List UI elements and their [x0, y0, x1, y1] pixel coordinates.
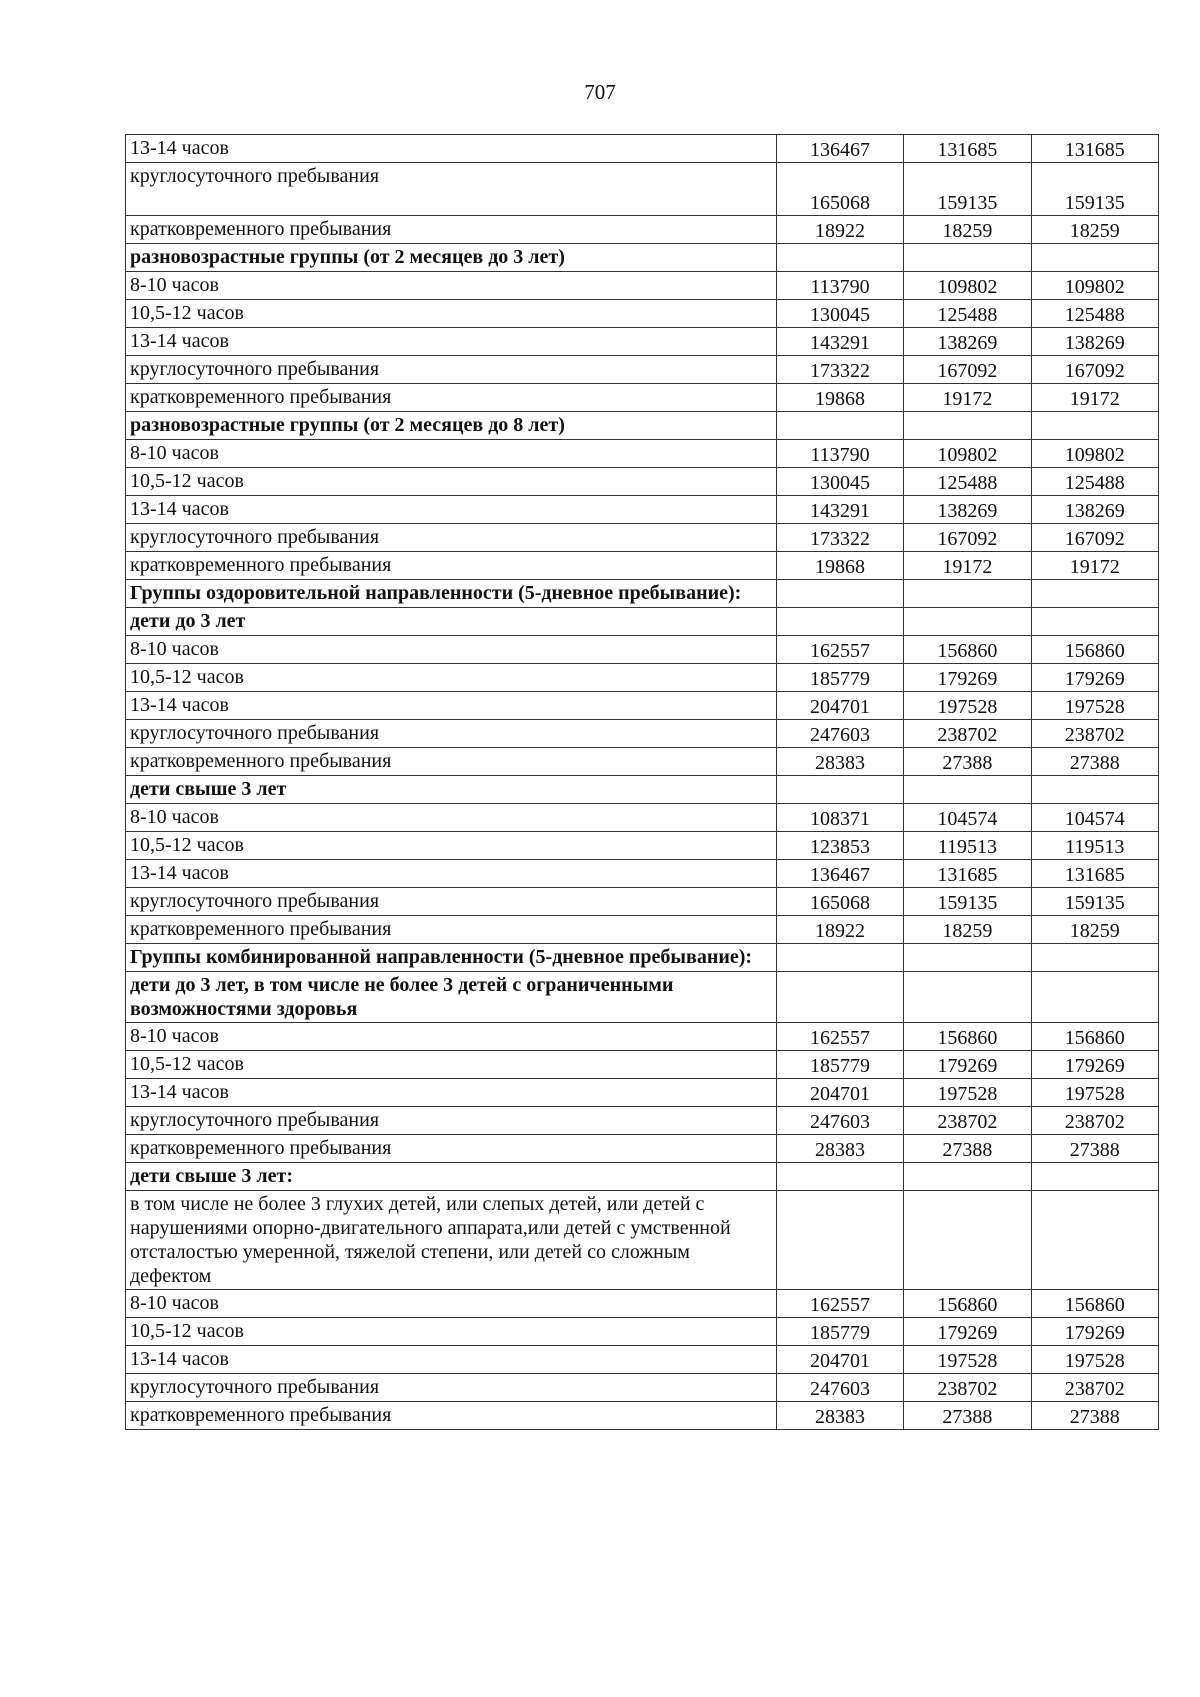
row-label: 8-10 часов — [126, 1023, 777, 1051]
value-cell-1: 113790 — [776, 272, 903, 300]
value-cell-1: 247603 — [776, 1107, 903, 1135]
value-cell-2 — [904, 776, 1031, 804]
row-label: Группы комбинированной направленности (5-дневное пребывание): — [126, 944, 777, 972]
value-cell-1: 173322 — [776, 524, 903, 552]
value-cell-2: 27388 — [904, 1402, 1031, 1430]
table-row — [126, 608, 1159, 636]
value-cell-1: 204701 — [776, 1079, 903, 1107]
row-label: 10,5-12 часов — [126, 664, 777, 692]
value-cell-1 — [776, 1191, 903, 1290]
value-cell-3: 131685 — [1031, 860, 1158, 888]
row-label: дети до 3 лет — [126, 608, 777, 636]
table-row — [126, 1374, 1159, 1402]
value-cell-3: 197528 — [1031, 1346, 1158, 1374]
value-cell-1: 136467 — [776, 860, 903, 888]
value-cell-1: 28383 — [776, 1402, 903, 1430]
value-cell-2: 109802 — [904, 272, 1031, 300]
value-cell-3 — [1031, 580, 1158, 608]
value-cell-2: 179269 — [904, 664, 1031, 692]
table-row — [126, 860, 1159, 888]
table-row — [126, 1107, 1159, 1135]
table-row — [126, 356, 1159, 384]
value-cell-3: 109802 — [1031, 272, 1158, 300]
row-label: в том числе не более 3 глухих детей, или слепых детей, или детей с нарушениями опорно-двигательного аппарата,или детей с умственной отсталостью умеренной, тяжелой степени, или детей со сложным дефектом — [126, 1191, 777, 1290]
value-cell-2: 109802 — [904, 440, 1031, 468]
value-cell-1: 143291 — [776, 328, 903, 356]
row-label: 10,5-12 часов — [126, 1318, 777, 1346]
value-cell-2 — [904, 1191, 1031, 1290]
table-row — [126, 524, 1159, 552]
row-label: 13-14 часов — [126, 135, 777, 163]
row-label: круглосуточного пребывания — [126, 163, 777, 216]
value-cell-2: 156860 — [904, 1290, 1031, 1318]
row-label: 13-14 часов — [126, 692, 777, 720]
value-cell-1: 19868 — [776, 384, 903, 412]
value-cell-3: 27388 — [1031, 748, 1158, 776]
row-label: 8-10 часов — [126, 804, 777, 832]
value-cell-2: 19172 — [904, 552, 1031, 580]
value-cell-2: 197528 — [904, 692, 1031, 720]
table-row — [126, 888, 1159, 916]
value-cell-1: 108371 — [776, 804, 903, 832]
value-cell-3: 19172 — [1031, 384, 1158, 412]
table-row — [126, 496, 1159, 524]
value-cell-2: 197528 — [904, 1346, 1031, 1374]
table-row — [126, 832, 1159, 860]
row-label: круглосуточного пребывания — [126, 1374, 777, 1402]
row-label: разновозрастные группы (от 2 месяцев до 8 лет) — [126, 412, 777, 440]
row-label: круглосуточного пребывания — [126, 1107, 777, 1135]
value-cell-1: 28383 — [776, 748, 903, 776]
row-label: круглосуточного пребывания — [126, 356, 777, 384]
value-cell-1: 165068 — [776, 163, 903, 216]
row-label: 10,5-12 часов — [126, 300, 777, 328]
row-label: 13-14 часов — [126, 1079, 777, 1107]
value-cell-2 — [904, 944, 1031, 972]
value-cell-2: 179269 — [904, 1318, 1031, 1346]
row-label: 8-10 часов — [126, 272, 777, 300]
value-cell-1 — [776, 776, 903, 804]
value-cell-3: 167092 — [1031, 524, 1158, 552]
row-label: круглосуточного пребывания — [126, 524, 777, 552]
value-cell-3: 109802 — [1031, 440, 1158, 468]
row-label: круглосуточного пребывания — [126, 888, 777, 916]
value-cell-3: 19172 — [1031, 552, 1158, 580]
tariff-table-body — [126, 135, 1159, 1430]
value-cell-3: 138269 — [1031, 328, 1158, 356]
row-label: кратковременного пребывания — [126, 748, 777, 776]
table-row — [126, 1346, 1159, 1374]
value-cell-2: 104574 — [904, 804, 1031, 832]
value-cell-3 — [1031, 608, 1158, 636]
value-cell-3 — [1031, 244, 1158, 272]
table-row — [126, 636, 1159, 664]
value-cell-1: 185779 — [776, 1051, 903, 1079]
value-cell-3: 167092 — [1031, 356, 1158, 384]
value-cell-2: 159135 — [904, 163, 1031, 216]
value-cell-3: 131685 — [1031, 135, 1158, 163]
value-cell-2: 197528 — [904, 1079, 1031, 1107]
value-cell-2: 125488 — [904, 300, 1031, 328]
value-cell-1: 113790 — [776, 440, 903, 468]
row-label: кратковременного пребывания — [126, 216, 777, 244]
row-label: разновозрастные группы (от 2 месяцев до 3 лет) — [126, 244, 777, 272]
value-cell-1 — [776, 244, 903, 272]
table-row — [126, 412, 1159, 440]
value-cell-2: 27388 — [904, 1135, 1031, 1163]
value-cell-3: 18259 — [1031, 216, 1158, 244]
table-row — [126, 776, 1159, 804]
value-cell-3: 179269 — [1031, 664, 1158, 692]
value-cell-1: 185779 — [776, 664, 903, 692]
value-cell-2: 125488 — [904, 468, 1031, 496]
value-cell-1 — [776, 412, 903, 440]
value-cell-1 — [776, 972, 903, 1023]
table-row — [126, 944, 1159, 972]
value-cell-1 — [776, 944, 903, 972]
table-row — [126, 384, 1159, 412]
value-cell-3 — [1031, 1191, 1158, 1290]
value-cell-3: 125488 — [1031, 300, 1158, 328]
value-cell-3: 197528 — [1031, 1079, 1158, 1107]
value-cell-1 — [776, 608, 903, 636]
table-row — [126, 1318, 1159, 1346]
row-label: кратковременного пребывания — [126, 384, 777, 412]
value-cell-1: 123853 — [776, 832, 903, 860]
value-cell-2: 167092 — [904, 356, 1031, 384]
value-cell-2 — [904, 244, 1031, 272]
tariff-table — [125, 134, 1159, 1430]
table-row — [126, 272, 1159, 300]
row-label: 8-10 часов — [126, 440, 777, 468]
table-row — [126, 1191, 1159, 1290]
table-row — [126, 1079, 1159, 1107]
table-row — [126, 748, 1159, 776]
value-cell-2: 159135 — [904, 888, 1031, 916]
value-cell-3 — [1031, 412, 1158, 440]
table-row — [126, 328, 1159, 356]
table-row — [126, 552, 1159, 580]
value-cell-1: 18922 — [776, 916, 903, 944]
table-row — [126, 720, 1159, 748]
value-cell-3: 238702 — [1031, 720, 1158, 748]
table-row — [126, 300, 1159, 328]
value-cell-2: 138269 — [904, 496, 1031, 524]
value-cell-2: 167092 — [904, 524, 1031, 552]
value-cell-2: 238702 — [904, 720, 1031, 748]
table-row — [126, 1023, 1159, 1051]
row-label: дети свыше 3 лет: — [126, 1163, 777, 1191]
value-cell-2 — [904, 580, 1031, 608]
row-label: круглосуточного пребывания — [126, 720, 777, 748]
value-cell-2 — [904, 972, 1031, 1023]
value-cell-2: 238702 — [904, 1107, 1031, 1135]
row-label: 13-14 часов — [126, 1346, 777, 1374]
table-row — [126, 1051, 1159, 1079]
row-label: кратковременного пребывания — [126, 552, 777, 580]
value-cell-1: 28383 — [776, 1135, 903, 1163]
value-cell-3: 179269 — [1031, 1318, 1158, 1346]
value-cell-3: 159135 — [1031, 163, 1158, 216]
value-cell-1: 18922 — [776, 216, 903, 244]
value-cell-2 — [904, 1163, 1031, 1191]
value-cell-1: 185779 — [776, 1318, 903, 1346]
value-cell-1: 162557 — [776, 1023, 903, 1051]
value-cell-1: 130045 — [776, 300, 903, 328]
value-cell-1: 136467 — [776, 135, 903, 163]
value-cell-3: 119513 — [1031, 832, 1158, 860]
value-cell-3: 179269 — [1031, 1051, 1158, 1079]
value-cell-1: 162557 — [776, 636, 903, 664]
table-row — [126, 972, 1159, 1023]
row-label: кратковременного пребывания — [126, 1135, 777, 1163]
table-row — [126, 580, 1159, 608]
table-row — [126, 804, 1159, 832]
table-row — [126, 135, 1159, 163]
value-cell-2: 238702 — [904, 1374, 1031, 1402]
value-cell-3: 27388 — [1031, 1135, 1158, 1163]
value-cell-3: 138269 — [1031, 496, 1158, 524]
row-label: 10,5-12 часов — [126, 1051, 777, 1079]
value-cell-3: 27388 — [1031, 1402, 1158, 1430]
value-cell-2: 131685 — [904, 860, 1031, 888]
row-label: 10,5-12 часов — [126, 468, 777, 496]
row-label: 8-10 часов — [126, 636, 777, 664]
value-cell-2: 19172 — [904, 384, 1031, 412]
table-row — [126, 216, 1159, 244]
value-cell-1: 165068 — [776, 888, 903, 916]
table-row — [126, 440, 1159, 468]
row-label: 8-10 часов — [126, 1290, 777, 1318]
value-cell-3: 159135 — [1031, 888, 1158, 916]
table-row — [126, 1290, 1159, 1318]
row-label: дети до 3 лет, в том числе не более 3 детей с ограниченными возможностями здоровья — [126, 972, 777, 1023]
value-cell-3: 197528 — [1031, 692, 1158, 720]
table-row — [126, 1402, 1159, 1430]
row-label: 13-14 часов — [126, 496, 777, 524]
value-cell-2 — [904, 608, 1031, 636]
row-label: Группы оздоровительной направленности (5-дневное пребывание): — [126, 580, 777, 608]
value-cell-3: 156860 — [1031, 1290, 1158, 1318]
value-cell-1 — [776, 1163, 903, 1191]
value-cell-1: 204701 — [776, 692, 903, 720]
value-cell-3: 104574 — [1031, 804, 1158, 832]
row-label: 13-14 часов — [126, 328, 777, 356]
value-cell-2: 119513 — [904, 832, 1031, 860]
value-cell-3 — [1031, 776, 1158, 804]
value-cell-2: 27388 — [904, 748, 1031, 776]
value-cell-1: 247603 — [776, 720, 903, 748]
value-cell-3: 156860 — [1031, 1023, 1158, 1051]
row-label: дети свыше 3 лет — [126, 776, 777, 804]
row-label: 10,5-12 часов — [126, 832, 777, 860]
value-cell-2: 179269 — [904, 1051, 1031, 1079]
table-row — [126, 1163, 1159, 1191]
value-cell-3: 156860 — [1031, 636, 1158, 664]
value-cell-1: 19868 — [776, 552, 903, 580]
row-label: 13-14 часов — [126, 860, 777, 888]
value-cell-2: 18259 — [904, 916, 1031, 944]
value-cell-2: 156860 — [904, 636, 1031, 664]
value-cell-3: 238702 — [1031, 1374, 1158, 1402]
value-cell-2: 138269 — [904, 328, 1031, 356]
value-cell-3 — [1031, 1163, 1158, 1191]
table-row — [126, 244, 1159, 272]
table-row — [126, 664, 1159, 692]
value-cell-1: 247603 — [776, 1374, 903, 1402]
row-label: кратковременного пребывания — [126, 1402, 777, 1430]
value-cell-2 — [904, 412, 1031, 440]
table-row — [126, 1135, 1159, 1163]
table-row — [126, 916, 1159, 944]
value-cell-1: 130045 — [776, 468, 903, 496]
value-cell-1: 173322 — [776, 356, 903, 384]
value-cell-2: 156860 — [904, 1023, 1031, 1051]
table-row — [126, 692, 1159, 720]
row-label: кратковременного пребывания — [126, 916, 777, 944]
value-cell-1 — [776, 580, 903, 608]
value-cell-1: 162557 — [776, 1290, 903, 1318]
value-cell-3: 18259 — [1031, 916, 1158, 944]
value-cell-2: 18259 — [904, 216, 1031, 244]
value-cell-1: 204701 — [776, 1346, 903, 1374]
table-row — [126, 163, 1159, 216]
value-cell-3: 238702 — [1031, 1107, 1158, 1135]
value-cell-3: 125488 — [1031, 468, 1158, 496]
value-cell-1: 143291 — [776, 496, 903, 524]
table-row — [126, 468, 1159, 496]
value-cell-3 — [1031, 944, 1158, 972]
value-cell-2: 131685 — [904, 135, 1031, 163]
value-cell-3 — [1031, 972, 1158, 1023]
page-number: 707 — [584, 80, 616, 104]
